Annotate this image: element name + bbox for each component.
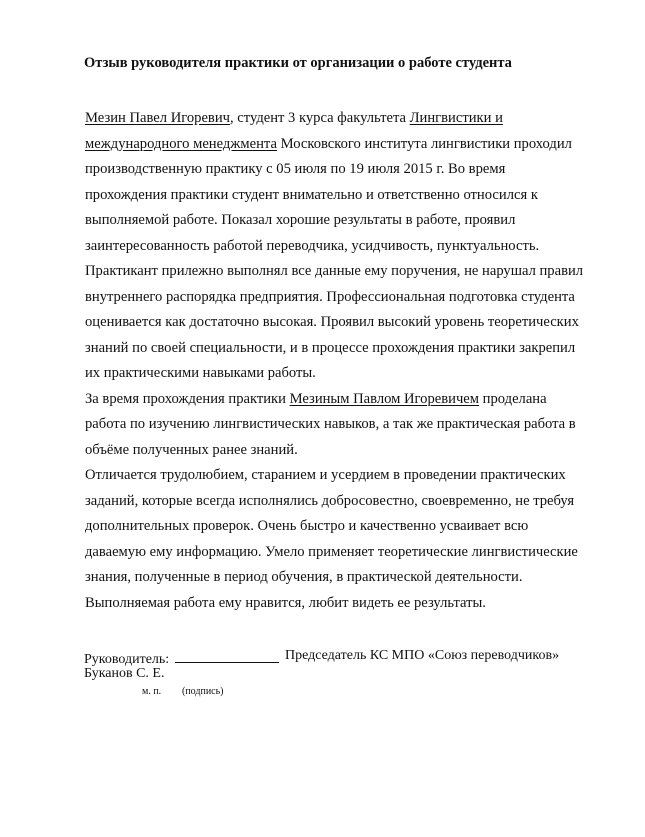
text-line bbox=[85, 387, 600, 413]
text-segment: оценивается как достаточно высокая. Проявил высокий уровень теоретических bbox=[85, 314, 579, 330]
underlined-text: Мезиным Павлом Игоревичем bbox=[289, 390, 480, 407]
text-line bbox=[85, 412, 600, 438]
text-line bbox=[85, 310, 600, 336]
text-segment: Выполняемая работа ему нравится, любит видеть ее результаты. bbox=[85, 594, 486, 611]
text-line bbox=[85, 489, 600, 515]
underlined-text: Мезин Павел Игоревич bbox=[85, 110, 230, 126]
text-segment: заданий, которые всегда исполнялись добросовестно, своевременно, не требуя bbox=[85, 492, 575, 509]
text-line bbox=[85, 438, 600, 464]
text-segment: прохождения практики студент внимательно и ответственно относился к bbox=[85, 186, 538, 203]
stamp-place-label: м. п. bbox=[142, 686, 162, 697]
text-line bbox=[85, 361, 600, 387]
text-line bbox=[85, 285, 600, 311]
text-line bbox=[85, 514, 600, 540]
text-segment: внутреннего распорядка предприятия. Профессиональная подготовка студента bbox=[85, 288, 575, 305]
text-line bbox=[85, 565, 600, 591]
underlined-text: Лингвистики и bbox=[409, 110, 503, 126]
text-line bbox=[85, 336, 600, 362]
text-segment: Практикант прилежно выполнял все данные ему поручения, не нарушал правил bbox=[85, 263, 584, 279]
text-segment: объёме полученных ранее знаний. bbox=[85, 441, 298, 458]
text-line bbox=[85, 208, 600, 234]
document-body bbox=[85, 106, 600, 616]
supervisor-name: Буканов С. Е. bbox=[84, 666, 165, 681]
supervisor-label: Руководитель: bbox=[84, 652, 170, 667]
signature-hint-label: (подпись) bbox=[182, 686, 224, 697]
text-segment: проделана bbox=[479, 390, 547, 407]
text-line bbox=[85, 234, 600, 260]
text-segment: Отличается трудолюбием, старанием и усердием в проведении практических bbox=[85, 467, 566, 483]
text-segment: За время прохождения практики bbox=[85, 390, 290, 407]
text-segment: производственную практику с 05 июля по 19 июля 2015 г. Во время bbox=[85, 161, 506, 177]
chairman-title: Председатель КС МПО «Союз переводчиков» bbox=[285, 648, 560, 663]
underlined-text: международного менеджмента bbox=[85, 135, 277, 152]
text-segment: заинтересованность работой переводчика, усидчивость, пунктуальность. bbox=[85, 237, 540, 254]
text-segment: , студент 3 курса факультета bbox=[229, 110, 410, 126]
text-segment: знаний по своей специальности, и в процессе прохождения практики закрепил bbox=[85, 339, 576, 356]
text-line bbox=[85, 157, 600, 183]
text-line bbox=[85, 183, 600, 209]
text-line bbox=[85, 591, 600, 617]
text-segment: их практическими навыками работы. bbox=[85, 365, 316, 381]
text-line bbox=[85, 259, 600, 285]
text-line bbox=[85, 106, 600, 132]
text-segment: работа по изучению лингвистических навыков, а так же практическая работа в bbox=[85, 416, 576, 432]
supervisor-signature-line bbox=[84, 648, 279, 668]
signature-blank bbox=[175, 648, 279, 663]
text-line bbox=[85, 540, 600, 566]
document-title: Отзыв руководителя практики от организации о работе студента bbox=[84, 55, 512, 71]
text-segment: знания, полученные в период обучения, в практической деятельности. bbox=[85, 569, 523, 585]
text-segment: даваемую ему информацию. Умело применяет теоретические лингвистические bbox=[85, 543, 578, 560]
text-segment: выполняемой работе. Показал хорошие результаты в работе, проявил bbox=[85, 212, 516, 228]
text-line bbox=[85, 132, 600, 158]
text-segment: дополнительных проверок. Очень быстро и качественно усваивает всю bbox=[85, 518, 529, 534]
text-segment: Московского института лингвистики проходил bbox=[276, 135, 572, 152]
text-line bbox=[85, 463, 600, 489]
